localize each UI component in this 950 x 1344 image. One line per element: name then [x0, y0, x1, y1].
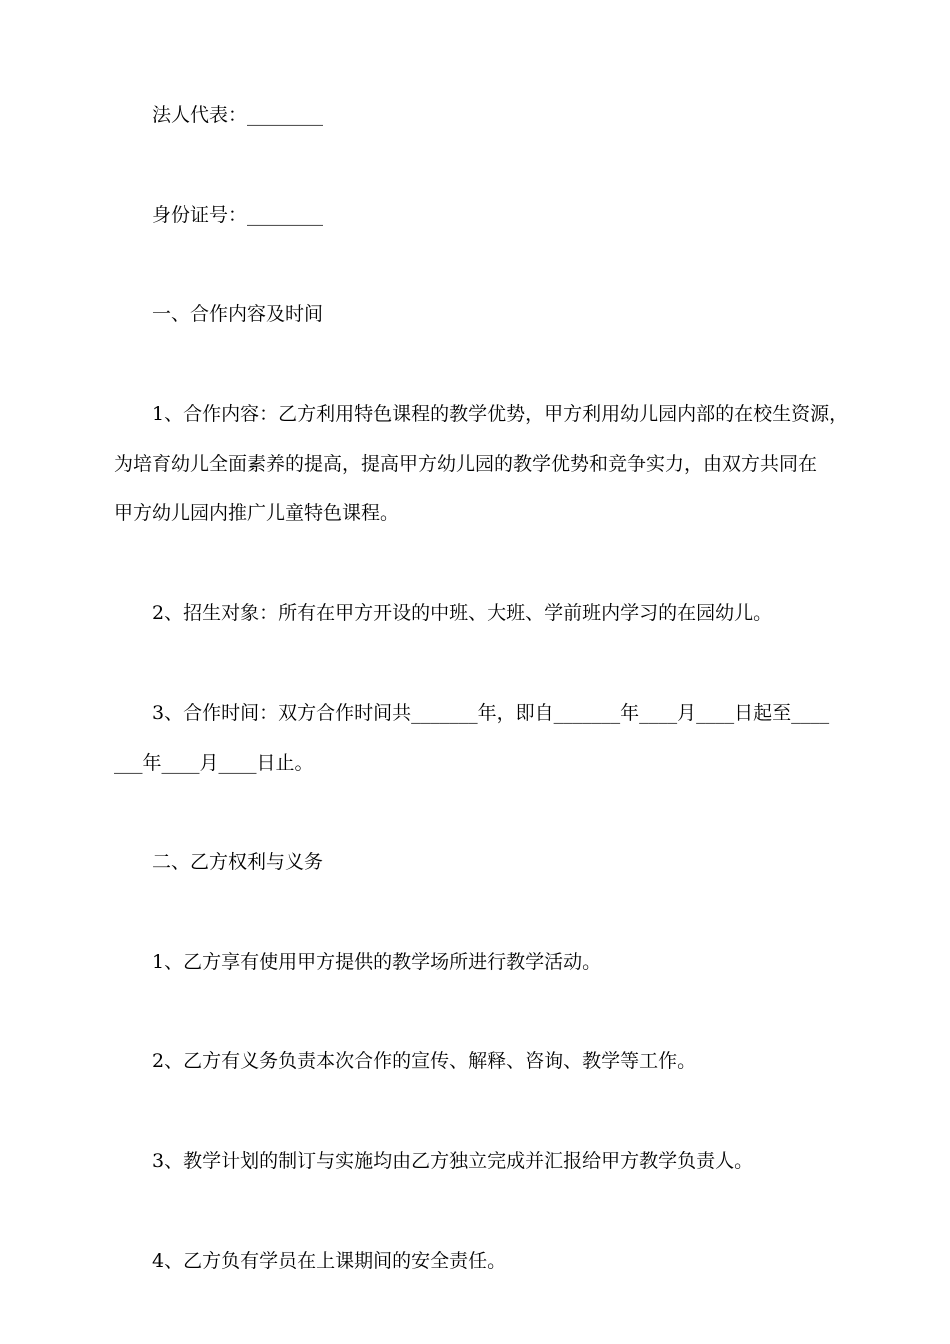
s2-item3: 3、教学计划的制订与实施均由乙方独立完成并汇报给甲方教学负责人。: [152, 1150, 754, 1172]
legal-representative-line: 法人代表：________: [152, 104, 324, 126]
s1-item3-line1: 3、合作时间：双方合作时间共_______年，即自_______年____月____日起至____: [152, 702, 830, 724]
section-2-heading: 二、乙方权利与义务: [152, 851, 324, 873]
s1-item3-line2: ___年____月____日止。: [114, 752, 314, 774]
s1-item1-line1: 1、合作内容：乙方利用特色课程的教学优势，甲方利用幼儿园内部的在校生资源，: [152, 403, 849, 425]
section-1-heading: 一、合作内容及时间: [152, 303, 324, 325]
s1-item1-line2: 为培育幼儿全面素养的提高，提高甲方幼儿园的教学优势和竞争实力，由双方共同在: [114, 453, 818, 475]
id-number-line: 身份证号：________: [152, 204, 324, 226]
s2-item4: 4、乙方负有学员在上课期间的安全责任。: [152, 1250, 507, 1272]
s1-item2: 2、招生对象：所有在甲方开设的中班、大班、学前班内学习的在园幼儿。: [152, 602, 773, 624]
s1-item1-line3: 甲方幼儿园内推广儿童特色课程。: [114, 502, 400, 524]
s2-item1: 1、乙方享有使用甲方提供的教学场所进行教学活动。: [152, 951, 602, 973]
s2-item2: 2、乙方有义务负责本次合作的宣传、解释、咨询、教学等工作。: [152, 1050, 697, 1072]
